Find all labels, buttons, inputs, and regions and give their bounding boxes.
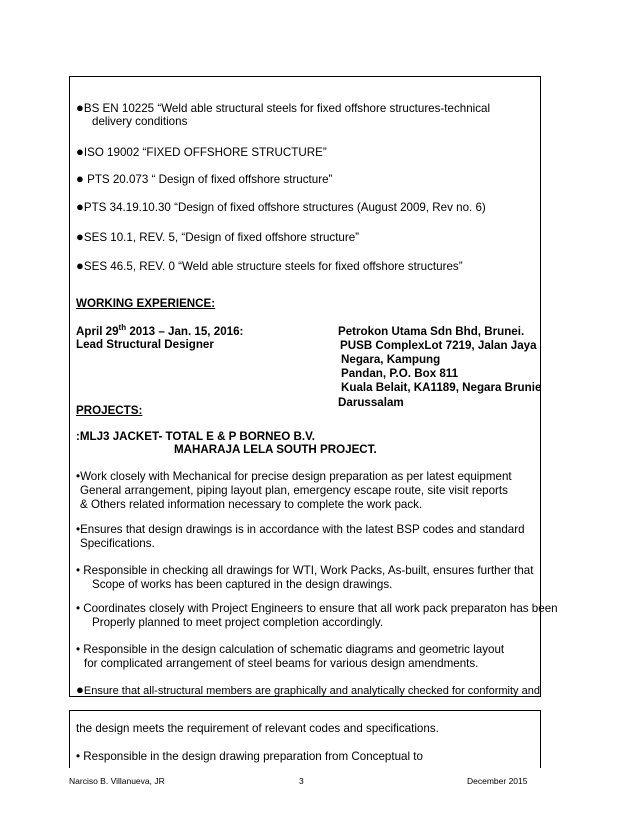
working-experience-heading: WORKING EXPERIENCE: — [76, 297, 216, 310]
project-bullet-cont: Properly planned to meet project completion accordingly. — [92, 616, 384, 629]
standard-item: ●BS EN 10225 “Weld able structural steels for fixed offshore structures-technical — [76, 100, 491, 115]
company-address-line: Negara, Kampung — [341, 353, 441, 366]
project-bullet-cont: General arrangement, piping layout plan, emergency escape route, site visit reports — [80, 484, 508, 497]
projects-heading: PROJECTS: — [76, 404, 143, 417]
company-name: Petrokon Utama Sdn Bhd, Brunei. — [338, 325, 525, 338]
standard-item: ● PTS 20.073 “ Design of fixed offshore structure” — [76, 171, 333, 186]
company-address-line: Pandan, P.O. Box 811 — [341, 367, 459, 380]
standard-item: ●ISO 19002 “FIXED OFFSHORE STRUCTURE” — [76, 144, 327, 159]
footer-date: December 2015 — [467, 776, 528, 786]
project-bullet: • Coordinates closely with Project Engineers to ensure that all work pack preparaton has been — [76, 602, 558, 615]
standard-item: ●SES 10.1, REV. 5, “Design of fixed offshore structure” — [76, 229, 360, 244]
project-bullet-cont: Scope of works has been captured in the design drawings. — [92, 578, 393, 591]
company-address-line: PUSB ComplexLot 7219, Jalan Jaya — [340, 339, 537, 352]
continuation-bullet: • Responsible in the design drawing preparation from Conceptual to — [76, 750, 423, 763]
project-title: :MLJ3 JACKET- TOTAL E & P BORNEO B.V. — [76, 430, 316, 443]
experience-dates: April 29th 2013 – Jan. 15, 2016: — [76, 323, 244, 338]
project-bullet: • Responsible in the design calculation of schematic diagrams and geometric layout — [76, 643, 505, 656]
project-bullet-cont: for complicated arrangement of steel beams for various design amendments. — [84, 657, 479, 670]
standard-item: ●SES 46.5, REV. 0 “Weld able structure steels for fixed offshore structures” — [76, 258, 463, 273]
company-address-line: Darussalam — [338, 396, 404, 409]
project-bullet: •Work closely with Mechanical for precise design preparation as per latest equipment — [76, 470, 512, 483]
project-bullet: • Responsible in checking all drawings for WTI, Work Packs, As-built, ensures further that — [76, 564, 534, 577]
footer-page-number: 3 — [299, 776, 304, 786]
standard-item: ●PTS 34.19.10.30 “Design of fixed offshore structures (August 2009, Rev no. 6) — [76, 199, 486, 214]
standard-item-cont: delivery conditions — [92, 115, 188, 128]
project-bullet: •Ensures that design drawings is in accordance with the latest BSP codes and standard — [76, 523, 525, 536]
experience-role: Lead Structural Designer — [76, 338, 214, 351]
continuation-text: the design meets the requirement of relevant codes and specifications. — [76, 722, 439, 735]
project-subtitle: MAHARAJA LELA SOUTH PROJECT. — [174, 443, 377, 456]
company-address-line: Kuala Belait, KA1189, Negara Brunie — [341, 381, 542, 394]
footer-author: Narciso B. Villanueva, JR — [69, 776, 165, 786]
project-bullet: ●Ensure that all-structural members are graphically and analytically checked for conformity and — [76, 682, 540, 697]
project-bullet-cont: Specifications. — [80, 537, 155, 550]
project-bullet-cont: & Others related information necessary to complete the work pack. — [80, 498, 423, 511]
